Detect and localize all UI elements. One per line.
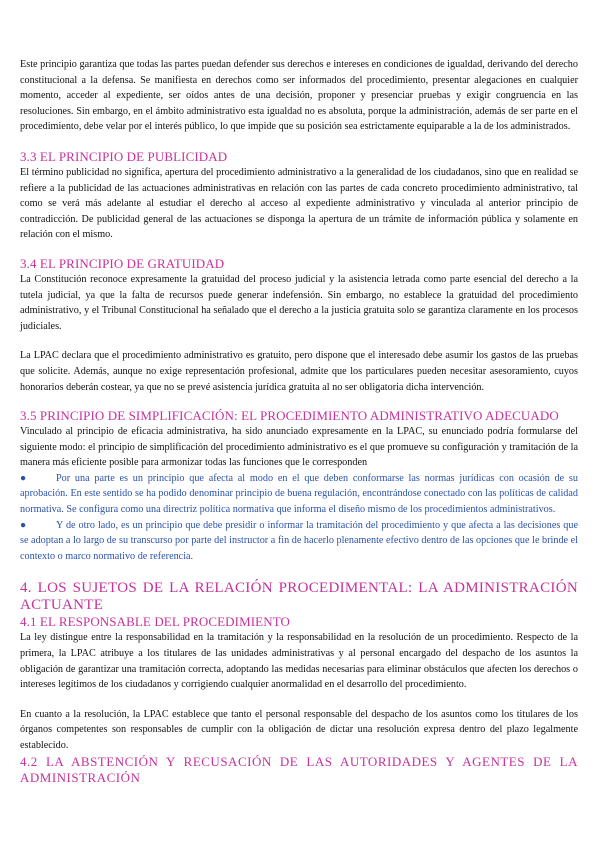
bullet-item-buena-regulacion [20, 471, 578, 518]
heading-4-sujetos: 4. LOS SUJETOS DE LA RELACIÓN PROCEDIMENTAL: LA ADMINISTRACIÓN ACTUANTE [20, 580, 578, 614]
bullet-text: Por una parte es un principio que afecta al modo en el que deben conformarse las normas jurídicas con ocasión de su aprobación. En este sentido se ha podido denominar principio de buena regulación, encontrándose conectado con las políticas de calidad normativa. Se configura como una directriz política normativa que informa el diseño mismo de los procedimientos administrativos. [20, 472, 578, 516]
document-page [20, 57, 578, 786]
paragraph-responsable-tramitacion: La ley distingue entre la responsabilidad en la tramitación y la responsabilidad en la resolución de un procedimiento. Respecto de la primera, la LPAC atribuye a los titulares de las unidades administrativas y al personal encargado del despacho de los asuntos la obligación de garantizar una tramitación correcta, adoptando las medidas necesarias para eliminar obstáculos que afecten los derechos o intereses legítimos de los ciudadanos y corrigiendo cualquier anormalidad en el desarrollo del procedimiento. [20, 632, 578, 691]
paragraph-contradiccion: Este principio garantiza que todas las partes puedan defender sus derechos e intereses en condiciones de igualdad, derivando del derecho constitucional a la defensa. Se manifiesta en derechos como ser informados del procedimiento, presentar alegaciones en cualquier momento, acceder al expediente, ser oídos antes de una decisión, proponer y presenciar pruebas y exigir congruencia en las resoluciones. Sin embargo, en el ámbito administrativo esta igualdad no es absoluta, porque la administración, además de ser parte en el procedimiento, debe velar por el interés público, lo que impide que su posición sea estrictamente equiparable a la de los administrados. [20, 59, 578, 133]
heading-4-2-abstencion: 4.2 LA ABSTENCIÓN Y RECUSACIÓN DE LAS AUTORIDADES Y AGENTES DE LA ADMINISTRACIÓN [20, 753, 578, 785]
bullet-icon: ● [20, 519, 27, 531]
bullet-text: Y de otro lado, es un principio que debe presidir o informar la tramitación del procedimiento y que afecta a las decisiones que se adoptan a lo largo de su transcurso por parte del instructor a fin de hacerlo plenamente efectivo dentro de las opciones que le brinde el contexto o marco normativo de referencia. [20, 519, 578, 562]
paragraph-simplificacion: Vinculado al principio de eficacia administrativa, ha sido anunciado expresamente en la LPAC, su enunciado podría formularse del siguiente modo: el principio de simplificación del procedimiento administrativo es el que promueve su configuración y tramitación de la manera más eficiente posible para armonizar todas las funciones que le corresponden [20, 426, 578, 469]
paragraph-gratuidad-constitucion: La Constitución reconoce expresamente la gratuidad del proceso judicial y la asistencia letrada como parte esencial del derecho a la tutela judicial, ya que la falta de recursos puede generar indefensión. Sin embargo, no establece la gratuidad del procedimiento administrativo, y el Tribunal Constitucional ha señalado que el derecho a la justicia gratuita solo se garantiza claramente en los procesos judiciales. [20, 273, 578, 332]
paragraph-publicidad: El término publicidad no significa, apertura del procedimiento administrativo a la generalidad de los ciudadanos, sino que en realidad se refiere a la publicidad de las actuaciones administrativas en relación con las partes de cada concreto procedimiento administrativo, tal como se verá más adelante al estudiar el derecho al acceso al expediente administrativo y vinculada al anterior principio de contradicción. De publicidad general de las actuaciones se disponga la apertura de un trámite de información pública y solamente en relación con el mismo. [20, 166, 578, 241]
heading-3-4-gratuidad: 3.4 EL PRINCIPIO DE GRATUIDAD [20, 255, 225, 271]
paragraph-gratuidad-lpac: La LPAC declara que el procedimiento administrativo es gratuito, pero dispone que el interesado debe asumir los gastos de las pruebas que solicite. Además, aunque no exige representación profesional, admite que los particulares pueden necesitar asesoramiento, cuyos honorarios deberán costear, ya que no se prevé asistencia jurídica gratuita al no ser obligatoria dicha intervención. [20, 350, 578, 393]
heading-4-1-responsable: 4.1 EL RESPONSABLE DEL PROCEDIMIENTO [20, 614, 290, 630]
heading-3-5-simplificacion: 3.5 PRINCIPIO DE SIMPLIFICACIÓN: EL PROCEDIMIENTO ADMINISTRATIVO ADECUADO [20, 408, 559, 424]
bullet-item-tramitacion [20, 518, 578, 565]
heading-3-3-publicidad: 3.3 EL PRINCIPIO DE PUBLICIDAD [20, 148, 228, 164]
paragraph-responsable-resolucion: En cuanto a la resolución, la LPAC establece que tanto el personal responsable del despacho de los asuntos como los titulares de los órganos competentes son responsables de cumplir con la obligación de dictar una resolución expresa dentro del plazo legalmente establecido. [20, 708, 578, 751]
bullet-icon: ● [20, 472, 27, 484]
